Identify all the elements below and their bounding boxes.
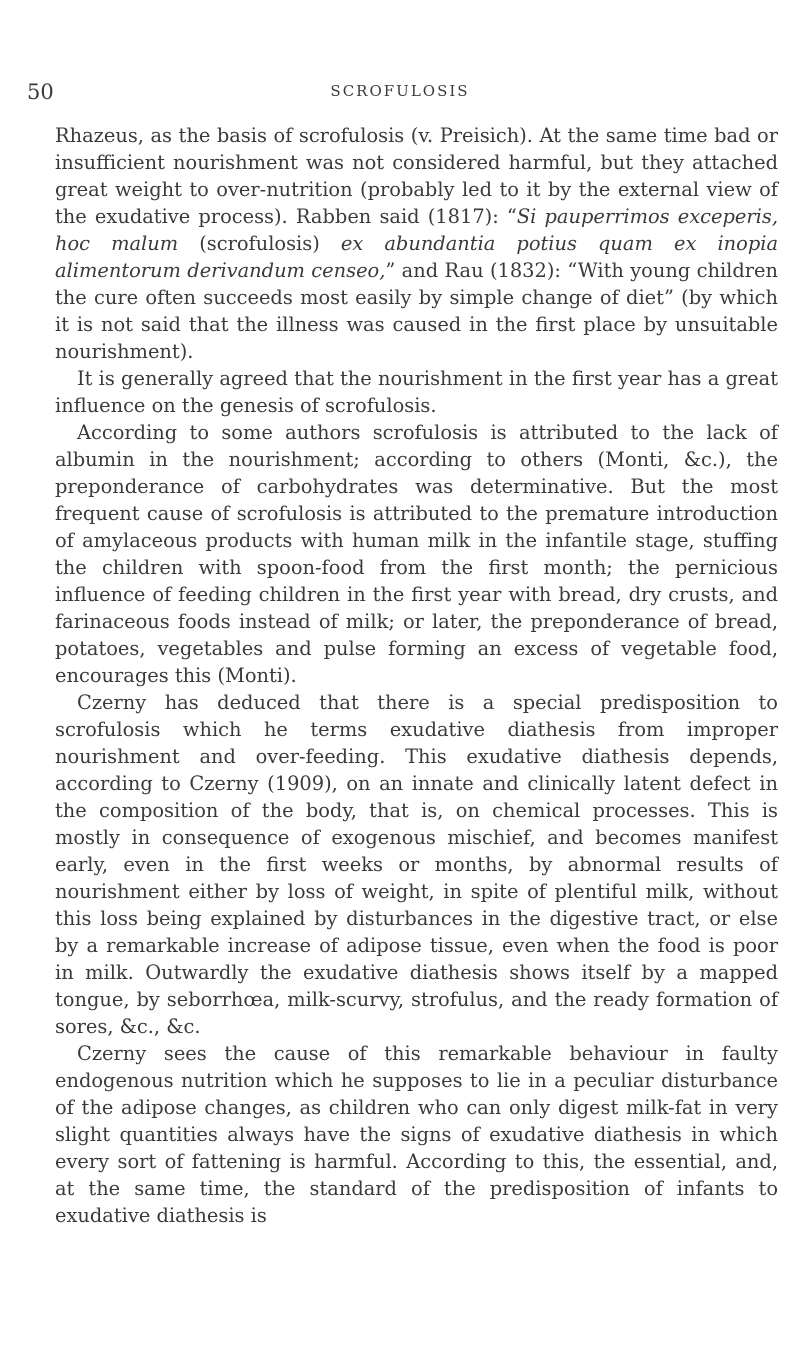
page-number: 50: [27, 80, 54, 104]
paragraph-rhazeus: [55, 122, 778, 365]
paragraph-text: (scrofulosis): [178, 232, 341, 255]
latin-quote-italic: Si pauperrimos exceperis, hoc malum: [55, 205, 778, 255]
paragraph-czerny-sees: Czerny sees the cause of this remarkable behaviour in faulty endogenous nutrition which he supposes to lie in a peculiar disturbance of the adipose changes, as children who can only digest milk-fat in very slight quantities always have the signs of exudative diathesis in which every sort of fattening is harmful. According to this, the essential, and, at the same time, the standard of the predisposition of infants to exudative diathesis is: [55, 1042, 778, 1227]
latin-quote-italic: ex abundantia potius quam ex inopia alimentorum derivandum censeo,: [55, 232, 779, 282]
body-text: [55, 122, 778, 1229]
paragraph-first-year: It is generally agreed that the nourishment in the first year has a great influence on the genesis of scrofulosis.: [55, 367, 778, 417]
paragraph-text: Rhazeus, as the basis of scrofulosis (v. Preisich). At the same time bad or insufficient nourishment was not considered harmful, but they attached great weight to over-nutrition (probably led to it by the external view of the exudative process). Rabben said (1817): “: [55, 124, 778, 228]
paragraph-text: ” and Rau (1832): “With young children the cure often succeeds most easily by simple change of diet” (by which it is not said that the illness was caused in the first place by unsuitable nourishment).: [55, 259, 778, 363]
paragraph-authors: According to some authors scrofulosis is attributed to the lack of albumin in the nourishment; according to others (Monti, &c.), the preponderance of carbohydrates was determinative. But the most frequent cause of scrofulosis is attributed to the premature introduction of amylaceous products with human milk in the infantile stage, stuffing the children with spoon-food from the first month; the pernicious influence of feeding children in the first year with bread, dry crusts, and farinaceous foods instead of milk; or later, the preponderance of bread, potatoes, vegetables and pulse forming an excess of vegetable food, encourages this (Monti).: [55, 421, 778, 687]
running-head: SCROFULOSIS: [330, 82, 470, 100]
paragraph-czerny-deduced: Czerny has deduced that there is a special predisposition to scrofulosis which he terms exudative diathesis from improper nourishment and over-feeding. This exudative diathesis depends, according to Czerny (1909), on an innate and clinically latent defect in the composition of the body, that is, on chemical processes. This is mostly in consequence of exogenous mischief, and becomes manifest early, even in the first weeks or months, by abnormal results of nourishment either by loss of weight, in spite of plentiful milk, without this loss being explained by disturbances in the digestive tract, or else by a remarkable increase of adipose tissue, even when the food is poor in milk. Outwardly the exudative diathesis shows itself by a mapped tongue, by seborrhœa, milk-scurvy, strofulus, and the ready formation of sores, &c., &c.: [55, 691, 778, 1038]
page-header: [0, 80, 800, 104]
